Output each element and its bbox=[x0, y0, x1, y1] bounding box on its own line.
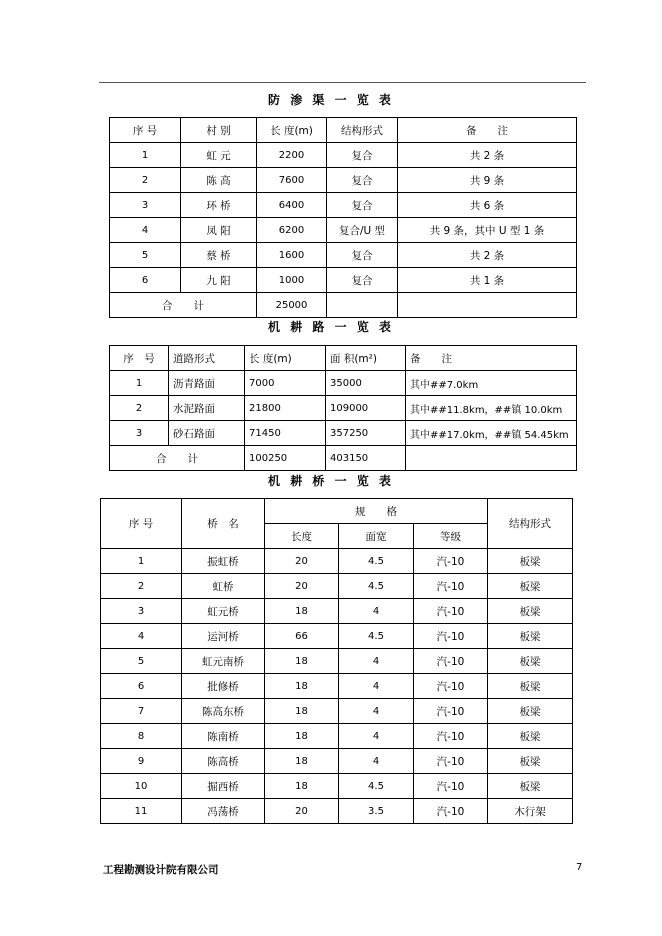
t3-cell-grade: 汽-10 bbox=[414, 774, 488, 799]
t1-cell-length: 6400 bbox=[257, 193, 327, 218]
t3-cell-width: 4.5 bbox=[339, 624, 414, 649]
t2-cell-remarks: 其中##17.0km，##镇 54.45km bbox=[406, 421, 577, 446]
t1-header-remarks: 备 注 bbox=[398, 118, 577, 143]
t2-cell-road-type: 水泥路面 bbox=[169, 396, 245, 421]
t3-cell-structure: 板梁 bbox=[488, 549, 573, 574]
table1-header-row bbox=[110, 118, 577, 143]
t3-cell-length: 20 bbox=[265, 799, 339, 824]
t3-cell-width: 4.5 bbox=[339, 549, 414, 574]
t1-cell-length: 1000 bbox=[257, 268, 327, 293]
t2-cell-seq: 1 bbox=[110, 371, 169, 396]
t3-cell-grade: 汽-10 bbox=[414, 649, 488, 674]
t3-cell-structure: 板梁 bbox=[488, 599, 573, 624]
t3-cell-seq: 10 bbox=[101, 774, 182, 799]
t1-cell-remarks: 共 2 条 bbox=[398, 243, 577, 268]
t3-cell-grade: 汽-10 bbox=[414, 699, 488, 724]
t3-cell-width: 4 bbox=[339, 724, 414, 749]
table-row bbox=[110, 421, 577, 446]
t1-header-village: 村 别 bbox=[181, 118, 257, 143]
table-row bbox=[110, 371, 577, 396]
t2-total-area: 403150 bbox=[326, 446, 406, 471]
t3-cell-length: 18 bbox=[265, 774, 339, 799]
t3-cell-width: 4 bbox=[339, 674, 414, 699]
t1-total-length: 25000 bbox=[257, 293, 327, 318]
t1-cell-remarks: 共 9 条 bbox=[398, 168, 577, 193]
t3-cell-seq: 11 bbox=[101, 799, 182, 824]
t3-cell-length: 18 bbox=[265, 649, 339, 674]
t2-header-road-type: 道路形式 bbox=[169, 346, 245, 371]
table-row bbox=[110, 193, 577, 218]
t3-cell-grade: 汽-10 bbox=[414, 749, 488, 774]
t3-cell-seq: 5 bbox=[101, 649, 182, 674]
t1-cell-structure: 复合/U 型 bbox=[327, 218, 398, 243]
t2-total-label: 合 计 bbox=[110, 446, 245, 471]
table-row bbox=[101, 749, 573, 774]
t1-cell-structure: 复合 bbox=[327, 143, 398, 168]
t3-cell-seq: 3 bbox=[101, 599, 182, 624]
t2-header-remarks: 备 注 bbox=[406, 346, 577, 371]
t2-cell-length: 21800 bbox=[245, 396, 326, 421]
t3-cell-seq: 8 bbox=[101, 724, 182, 749]
table2-total-row bbox=[110, 446, 577, 471]
t1-total-label: 合 计 bbox=[110, 293, 257, 318]
t1-cell-length: 7600 bbox=[257, 168, 327, 193]
table-row bbox=[101, 724, 573, 749]
t3-cell-structure: 板梁 bbox=[488, 649, 573, 674]
table3-header-row-1 bbox=[101, 499, 573, 524]
t2-cell-area: 357250 bbox=[326, 421, 406, 446]
seepage-channel-table bbox=[109, 117, 577, 318]
t1-cell-structure: 复合 bbox=[327, 168, 398, 193]
t3-cell-name: 运河桥 bbox=[182, 624, 265, 649]
t1-cell-village: 凤 阳 bbox=[181, 218, 257, 243]
t1-cell-village: 环 桥 bbox=[181, 193, 257, 218]
t1-cell-structure: 复合 bbox=[327, 243, 398, 268]
t3-cell-length: 20 bbox=[265, 549, 339, 574]
t3-cell-seq: 1 bbox=[101, 549, 182, 574]
t3-cell-seq: 7 bbox=[101, 699, 182, 724]
farm-road-table bbox=[109, 345, 577, 471]
t3-cell-structure: 木行架 bbox=[488, 799, 573, 824]
table-row bbox=[101, 624, 573, 649]
t3-cell-name: 陈高桥 bbox=[182, 749, 265, 774]
t1-cell-remarks: 共 1 条 bbox=[398, 268, 577, 293]
footer-company: 工程勘测设计院有限公司 bbox=[103, 864, 219, 876]
t3-cell-name: 虹元桥 bbox=[182, 599, 265, 624]
t1-cell-seq: 1 bbox=[110, 143, 181, 168]
t1-header-length: 长 度(m) bbox=[257, 118, 327, 143]
t3-cell-grade: 汽-10 bbox=[414, 549, 488, 574]
t2-cell-remarks: 其中##11.8km，##镇 10.0km bbox=[406, 396, 577, 421]
t2-cell-length: 71450 bbox=[245, 421, 326, 446]
t2-cell-road-type: 沥青路面 bbox=[169, 371, 245, 396]
t3-cell-width: 4.5 bbox=[339, 574, 414, 599]
t1-header-seq: 序 号 bbox=[110, 118, 181, 143]
t3-cell-name: 振虹桥 bbox=[182, 549, 265, 574]
t3-header-name: 桥 名 bbox=[182, 499, 265, 549]
table-row bbox=[101, 799, 573, 824]
table-row bbox=[101, 774, 573, 799]
t1-cell-seq: 5 bbox=[110, 243, 181, 268]
t3-cell-name: 批修桥 bbox=[182, 674, 265, 699]
table-row bbox=[110, 243, 577, 268]
t3-cell-structure: 板梁 bbox=[488, 749, 573, 774]
table-row bbox=[101, 574, 573, 599]
t1-cell-village: 蔡 桥 bbox=[181, 243, 257, 268]
t1-cell-seq: 3 bbox=[110, 193, 181, 218]
table-row bbox=[101, 549, 573, 574]
t3-cell-seq: 6 bbox=[101, 674, 182, 699]
t3-header-grade: 等级 bbox=[414, 524, 488, 549]
t3-cell-seq: 4 bbox=[101, 624, 182, 649]
t1-cell-seq: 4 bbox=[110, 218, 181, 243]
t1-cell-structure: 复合 bbox=[327, 268, 398, 293]
t3-cell-structure: 板梁 bbox=[488, 674, 573, 699]
t3-cell-name: 虹桥 bbox=[182, 574, 265, 599]
t2-cell-area: 35000 bbox=[326, 371, 406, 396]
t3-cell-length: 18 bbox=[265, 724, 339, 749]
t1-cell-length: 2200 bbox=[257, 143, 327, 168]
table-row bbox=[101, 599, 573, 624]
t2-header-seq: 序 号 bbox=[110, 346, 169, 371]
t1-cell-seq: 2 bbox=[110, 168, 181, 193]
t2-cell-length: 7000 bbox=[245, 371, 326, 396]
t3-cell-length: 66 bbox=[265, 624, 339, 649]
t3-cell-grade: 汽-10 bbox=[414, 599, 488, 624]
t2-total-empty bbox=[406, 446, 577, 471]
header-rule bbox=[99, 82, 586, 83]
t3-cell-width: 4.5 bbox=[339, 774, 414, 799]
t2-cell-area: 109000 bbox=[326, 396, 406, 421]
t3-cell-structure: 板梁 bbox=[488, 774, 573, 799]
table-row bbox=[110, 143, 577, 168]
t1-cell-village: 陈 高 bbox=[181, 168, 257, 193]
t1-cell-seq: 6 bbox=[110, 268, 181, 293]
table-row bbox=[101, 699, 573, 724]
table-row bbox=[101, 674, 573, 699]
t3-cell-grade: 汽-10 bbox=[414, 724, 488, 749]
t2-header-area: 面 积(m²) bbox=[326, 346, 406, 371]
t1-cell-structure: 复合 bbox=[327, 193, 398, 218]
farm-bridge-table bbox=[100, 498, 573, 824]
t2-header-length: 长 度(m) bbox=[245, 346, 326, 371]
t3-cell-grade: 汽-10 bbox=[414, 574, 488, 599]
table-row bbox=[101, 649, 573, 674]
t3-cell-width: 4 bbox=[339, 699, 414, 724]
table3-title: 机 耕 桥 一 览 表 bbox=[268, 474, 394, 488]
t3-cell-seq: 2 bbox=[101, 574, 182, 599]
t1-cell-length: 1600 bbox=[257, 243, 327, 268]
t3-cell-width: 4 bbox=[339, 599, 414, 624]
t3-header-seq: 序 号 bbox=[101, 499, 182, 549]
t1-cell-village: 虹 元 bbox=[181, 143, 257, 168]
t3-cell-length: 18 bbox=[265, 699, 339, 724]
t3-cell-length: 18 bbox=[265, 674, 339, 699]
t3-cell-length: 18 bbox=[265, 749, 339, 774]
t3-cell-grade: 汽-10 bbox=[414, 674, 488, 699]
t1-cell-village: 九 阳 bbox=[181, 268, 257, 293]
t2-cell-remarks: 其中##7.0km bbox=[406, 371, 577, 396]
t3-cell-grade: 汽-10 bbox=[414, 799, 488, 824]
t3-cell-structure: 板梁 bbox=[488, 724, 573, 749]
t3-header-spec: 规 格 bbox=[265, 499, 488, 524]
t3-cell-name: 掘西桥 bbox=[182, 774, 265, 799]
t3-cell-name: 陈高东桥 bbox=[182, 699, 265, 724]
t3-cell-width: 4 bbox=[339, 749, 414, 774]
t1-cell-remarks: 共 6 条 bbox=[398, 193, 577, 218]
table-row bbox=[110, 168, 577, 193]
t3-cell-length: 20 bbox=[265, 574, 339, 599]
t1-header-structure: 结构形式 bbox=[327, 118, 398, 143]
t1-cell-remarks: 共 2 条 bbox=[398, 143, 577, 168]
t3-cell-structure: 板梁 bbox=[488, 574, 573, 599]
t3-cell-name: 陈南桥 bbox=[182, 724, 265, 749]
t3-cell-structure: 板梁 bbox=[488, 624, 573, 649]
t1-cell-length: 6200 bbox=[257, 218, 327, 243]
t3-cell-width: 3.5 bbox=[339, 799, 414, 824]
table-row bbox=[110, 396, 577, 421]
table1-total-row bbox=[110, 293, 577, 318]
footer-page-number: 7 bbox=[576, 862, 583, 873]
t3-header-structure: 结构形式 bbox=[488, 499, 573, 549]
table-row bbox=[110, 218, 577, 243]
t1-total-empty-2 bbox=[398, 293, 577, 318]
t3-header-length: 长度 bbox=[265, 524, 339, 549]
t3-cell-name: 虹元南桥 bbox=[182, 649, 265, 674]
t3-cell-seq: 9 bbox=[101, 749, 182, 774]
t3-cell-length: 18 bbox=[265, 599, 339, 624]
t3-header-width: 面宽 bbox=[339, 524, 414, 549]
t2-cell-seq: 3 bbox=[110, 421, 169, 446]
t3-cell-width: 4 bbox=[339, 649, 414, 674]
t1-cell-remarks: 共 9 条，其中 U 型 1 条 bbox=[398, 218, 577, 243]
table1-title: 防 渗 渠 一 览 表 bbox=[268, 93, 394, 107]
t3-cell-structure: 板梁 bbox=[488, 699, 573, 724]
t2-cell-seq: 2 bbox=[110, 396, 169, 421]
t3-cell-name: 冯荡桥 bbox=[182, 799, 265, 824]
table2-title: 机 耕 路 一 览 表 bbox=[268, 320, 394, 334]
t1-total-empty-1 bbox=[327, 293, 398, 318]
t3-cell-grade: 汽-10 bbox=[414, 624, 488, 649]
table2-header-row bbox=[110, 346, 577, 371]
t2-total-length: 100250 bbox=[245, 446, 326, 471]
t2-cell-road-type: 砂石路面 bbox=[169, 421, 245, 446]
table-row bbox=[110, 268, 577, 293]
